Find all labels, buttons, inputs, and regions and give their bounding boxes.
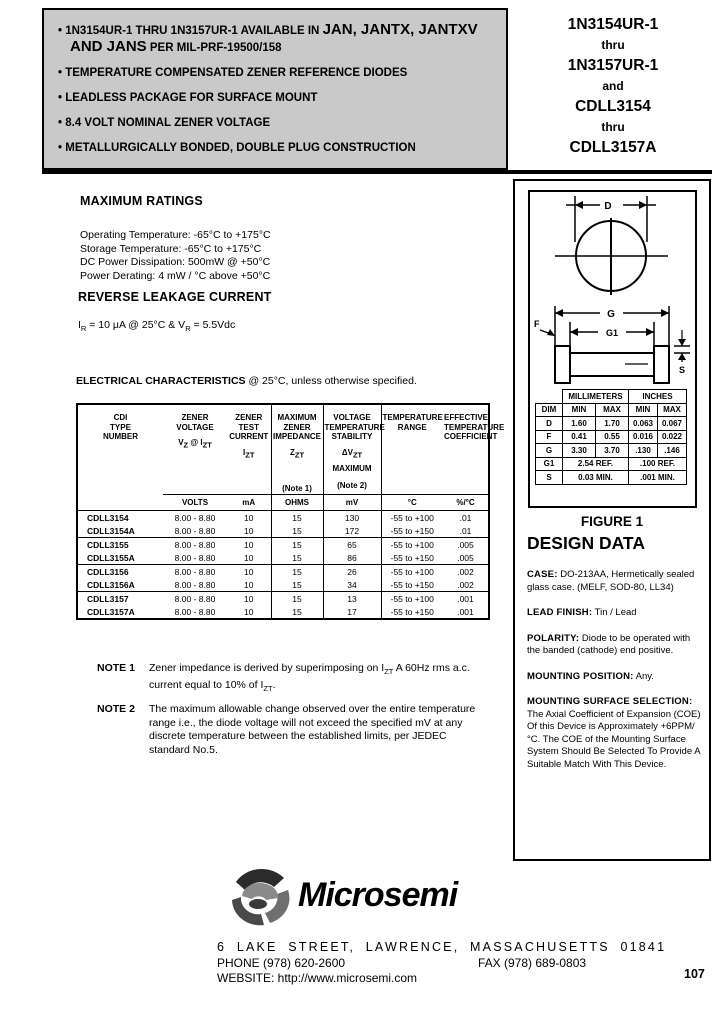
spec-value-cell: .01 [459,525,472,536]
spec-value-cell: .002 [457,579,474,590]
dim-value-cell: 0.03 MIN. [563,471,629,485]
maximum-ratings-heading: MAXIMUM RATINGS [80,194,203,208]
spec-value-cell: -55 to +100 [381,538,443,552]
design-data-panel [513,179,711,861]
spec-value-cell: 8.00 - 8.80 [163,565,227,579]
part-number: 1N3157UR-1 [567,57,659,74]
spec-value-cell: 34 [323,578,381,592]
dim-value-cell: .100 REF. [629,457,687,471]
dim-value-cell: 0.063 [629,417,658,431]
device-type-cell: CDLL3154 [77,511,163,525]
part-number: 1N3154UR-1 [567,16,659,33]
dim-value-cell: .130 [629,444,658,458]
spec-value-cell: -55 to +150 [381,551,443,565]
spec-table-row [77,524,489,538]
dim-value-cell: 1.60 [563,417,596,431]
unit-cell: mV [323,495,381,511]
title-bold: ELECTRICAL CHARACTERISTICS [76,375,246,387]
spec-table-row [77,538,489,552]
spec-value-cell: -55 to +150 [381,605,443,619]
dim-value-cell: 1.70 [596,417,629,431]
device-type-cell: CDLL3156A [87,579,135,590]
dim-table-row [536,444,687,458]
spec-value-cell: 17 [323,605,381,619]
electrical-characteristics-table [76,403,505,620]
dim-letter-cell: D [536,417,563,431]
footer-website-url: WEBSITE: http://www.microsemi.com [217,971,418,985]
dim-table-row [536,457,687,471]
spec-value-cell: 15 [271,511,323,525]
spec-value-cell: 8.00 - 8.80 [174,525,216,536]
spec-units-row [77,495,489,511]
rating-line: Storage Temperature: -65°C to +175°C [80,242,262,255]
page-number: 107 [684,967,705,981]
spec-value-cell: .001 [443,592,489,606]
design-data-case: CASE: DO-213AA, Hermetically sealed glass case. (MELF, SOD-80, LL34) [527,569,695,593]
spec-value-cell: -55 to +150 [381,578,443,592]
spec-value-cell: 10 [227,538,271,552]
spec-value-cell: 86 [323,551,381,565]
spec-value-cell: 10 [227,565,271,579]
rating-line: Operating Temperature: -65°C to +175°C [80,229,271,241]
design-data-heading: DESIGN DATA [527,533,645,553]
part-number: CDLL3157A [569,139,657,156]
spec-value-cell: .001 [457,606,474,617]
dim-value-cell: 0.016 [629,430,658,444]
spec-header-row [77,404,489,495]
dim-table-body [536,417,687,485]
spec-value-cell: 15 [271,524,323,538]
spec-value-cell: .002 [443,565,489,579]
feature-text: 1N3154UR-1 THRU 1N3157UR-1 AVAILABLE IN [65,25,323,37]
spec-value-cell: -55 to +100 [381,592,443,606]
spec-col-header-temp-range: TEMPERATURE RANGE [381,404,443,495]
dim-table-row [536,430,687,444]
dim-label-d: D [604,201,612,212]
unit-cell: %/°C [443,495,489,511]
dim-label-g: G [607,309,615,320]
design-data-mounting-position: MOUNTING POSITION: Any. [527,670,654,682]
reverse-leakage-condition [78,319,235,333]
feature-bullet: • 1N3154UR-1 THRU 1N3157UR-1 AVAILABLE IN JAN, JANTX, JANTXV AND JANS PER MIL-PRF-19500/158 [58,21,478,55]
part-number-connector: and [602,79,624,93]
spec-value-cell: 8.00 - 8.80 [163,538,227,552]
title-condition: @ 25°C, unless otherwise specified. [245,375,417,387]
unit-cell: OHMS [271,495,323,511]
microsemi-logo-icon [228,866,292,928]
maximum-ratings-list [80,229,271,283]
dim-value-cell: 0.55 [596,430,629,444]
spec-value-cell: 13 [323,592,381,606]
dim-letter-cell: S [536,471,563,485]
dim-col-header: MIN [563,403,596,417]
figure-caption: FIGURE 1 [580,514,644,529]
dim-label-g1: G1 [605,328,619,338]
dim-value-cell: 3.30 [563,444,596,458]
dim-letter-cell: F [536,430,563,444]
dim-letter-cell: G1 [536,457,563,471]
part-number-connector: thru [601,38,625,52]
spec-col-header-type: CDI TYPE NUMBER [102,413,139,441]
spec-table-row [77,511,489,525]
device-type-cell: CDLL3156 [77,565,163,579]
dim-value-cell: 3.70 [596,444,629,458]
reverse-leakage-heading: REVERSE LEAKAGE CURRENT [78,290,272,304]
note-2 [97,703,492,757]
design-data-polarity: POLARITY: Diode to be operated with the banded (cathode) end positive. [527,632,691,656]
rating-line: DC Power Dissipation: 500mW @ +50°C [80,256,271,268]
spec-value-cell: 130 [323,511,381,525]
feature-text: LEADLESS PACKAGE FOR SURFACE MOUNT [65,92,318,104]
spec-value-cell: 8.00 - 8.80 [163,511,227,525]
spec-value-cell: 10 [227,592,271,606]
dim-letter-cell: G [536,444,563,458]
package-outline-drawing [530,194,695,386]
header-divider-rule [42,170,712,174]
spec-value-cell: 15 [271,578,323,592]
part-number-connector: thru [601,120,625,134]
note-text: Zener impedance is derived by superimposing on $I_{ZT}$ A 60Hz rms a.c. current equal to 10% of $I_{ZT}$. [149,662,470,693]
spec-col-header-impedance: MAXIMUM ZENER IMPEDANCE $Z_{ZT}$ (Note 1) [271,404,323,495]
unit-cell: mA [227,495,271,511]
footer-fax: FAX (978) 689-0803 [478,956,587,970]
dim-label-s: S [679,365,686,375]
footer-phone: PHONE (978) 620-2600 [217,956,346,970]
spec-table-body [77,511,489,620]
spec-col-header-zener-voltage: ZENER VOLTAGE $V_Z$ @ $I_{ZT}$ [176,413,214,450]
dim-group-header-in: INCHES [629,390,687,404]
device-type-cell: CDLL3157 [77,592,163,606]
spec-value-cell: -55 to +100 [381,565,443,579]
dim-label-f: F [534,319,540,329]
note-label: NOTE 1 [97,662,135,674]
spec-table-row [77,565,489,579]
condition-text: = 10 μA @ 25°C & V [86,319,186,331]
unit-cell: °C [381,495,443,511]
feature-text: METALLURGICALLY BONDED, DOUBLE PLUG CONSTRUCTION [65,142,416,154]
footer-address: 6 LAKE STREET, LAWRENCE, MASSACHUSETTS 01841 [217,940,667,954]
unit-cell: VOLTS [163,495,227,511]
spec-value-cell: 26 [323,565,381,579]
spec-value-cell: .01 [443,511,489,525]
spec-value-cell: 15 [271,551,323,565]
dim-value-cell: 0.41 [563,430,596,444]
spec-value-cell: 15 [271,538,323,552]
feature-bullet: • TEMPERATURE COMPENSATED ZENER REFERENCE DIODES [58,67,408,79]
symbol-subscript: R [185,324,191,334]
device-type-cell: CDLL3157A [87,606,135,617]
figure-1-box [528,190,697,508]
spec-value-cell: 8.00 - 8.80 [163,592,227,606]
dim-col-header: MAX [596,403,629,417]
spec-value-cell: 8.00 - 8.80 [174,579,216,590]
spec-col-header-stability: VOLTAGE TEMPERATURE STABILITY $\Delta V_{ZT}$ MAXIMUM (Note 2) [323,404,381,495]
spec-value-cell: 10 [227,511,271,525]
design-data-lead-finish: LEAD FINISH: Tin / Lead [527,607,637,618]
spec-value-cell: 10 [244,525,254,536]
dim-col-header: MIN [629,403,658,417]
spec-value-cell: 10 [244,579,254,590]
spec-value-cell: -55 to +100 [381,511,443,525]
feature-text-emphasis: JAN, JANTX, JANTXV AND JANS [70,21,478,55]
dimension-table [535,389,687,485]
spec-table-row [77,592,489,606]
dim-value-cell: .146 [658,444,687,458]
spec-value-cell: 15 [271,605,323,619]
note-label: NOTE 2 [97,703,135,715]
microsemi-wordmark: Microsemi [298,876,458,914]
spec-table-row [77,551,489,565]
dim-value-cell: 0.022 [658,430,687,444]
spec-value-cell: 10 [244,606,254,617]
dim-col-header: DIM [536,403,563,417]
spec-value-cell: 10 [244,552,254,563]
spec-value-cell: -55 to +150 [381,524,443,538]
dim-col-header: MAX [658,403,687,417]
device-type-cell: CDLL3155 [77,538,163,552]
dim-table-row [536,417,687,431]
spec-value-cell: 65 [323,538,381,552]
spec-value-cell: .005 [457,552,474,563]
condition-text: = 5.5Vdc [190,319,236,331]
spec-table-row [77,605,489,619]
spec-value-cell: 15 [271,565,323,579]
rating-line: Power Derating: 4 mW / °C above +50°C [80,269,271,282]
feature-bullet: • LEADLESS PACKAGE FOR SURFACE MOUNT [58,92,318,104]
dim-value-cell: 2.54 REF. [563,457,629,471]
device-type-cell: CDLL3154A [87,525,135,536]
note-1 [97,662,492,695]
feature-text: TEMPERATURE COMPENSATED ZENER REFERENCE DIODES [65,67,408,79]
note-text: The maximum allowable change observed over the entire temperature range i.e., the diode voltage will not exceed the specified mV at any discrete temperature between the established limits, per JEDEC standard No.5. [149,703,476,756]
design-data-items [527,569,701,784]
dim-table-row [536,471,687,485]
symbol: I [78,319,81,331]
design-data-mounting-surface: MOUNTING SURFACE SELECTION: The Axial Coefficient of Expansion (COE) Of this Device is Approximately +6PPM/°C. The COE of the Mounting Surface System Should Be Selected To Provide A Suitable Match With This Device. [527,696,701,770]
symbol-subscript: R [80,324,87,334]
dim-value-cell: .001 MIN. [629,471,687,485]
device-type-cell: CDLL3155A [87,552,135,563]
spec-table-row [77,578,489,592]
part-number-block [515,14,711,158]
feature-text: PER MIL-PRF-19500/158 [146,42,282,54]
dim-group-header-mm: MILLIMETERS [563,390,629,404]
electrical-characteristics-title [76,375,417,387]
part-number: CDLL3154 [575,98,651,115]
spec-value-cell: 8.00 - 8.80 [174,552,216,563]
spec-value-cell: 172 [323,524,381,538]
spec-value-cell: .005 [443,538,489,552]
spec-value-cell: 15 [271,592,323,606]
feature-bullet: • METALLURGICALLY BONDED, DOUBLE PLUG CONSTRUCTION [58,142,416,154]
feature-bullet: • 8.4 VOLT NOMINAL ZENER VOLTAGE [58,117,271,129]
spec-col-header-temp-coefficient: EFFECTIVE TEMPERATURE COEFFICIENT [444,413,505,441]
dim-value-cell: 0.067 [658,417,687,431]
feature-header-box [42,8,508,170]
spec-value-cell: 8.00 - 8.80 [174,606,216,617]
spec-col-header-test-current: ZENER TEST CURRENT $I_{ZT}$ [229,413,269,460]
feature-text: 8.4 VOLT NOMINAL ZENER VOLTAGE [65,117,271,129]
